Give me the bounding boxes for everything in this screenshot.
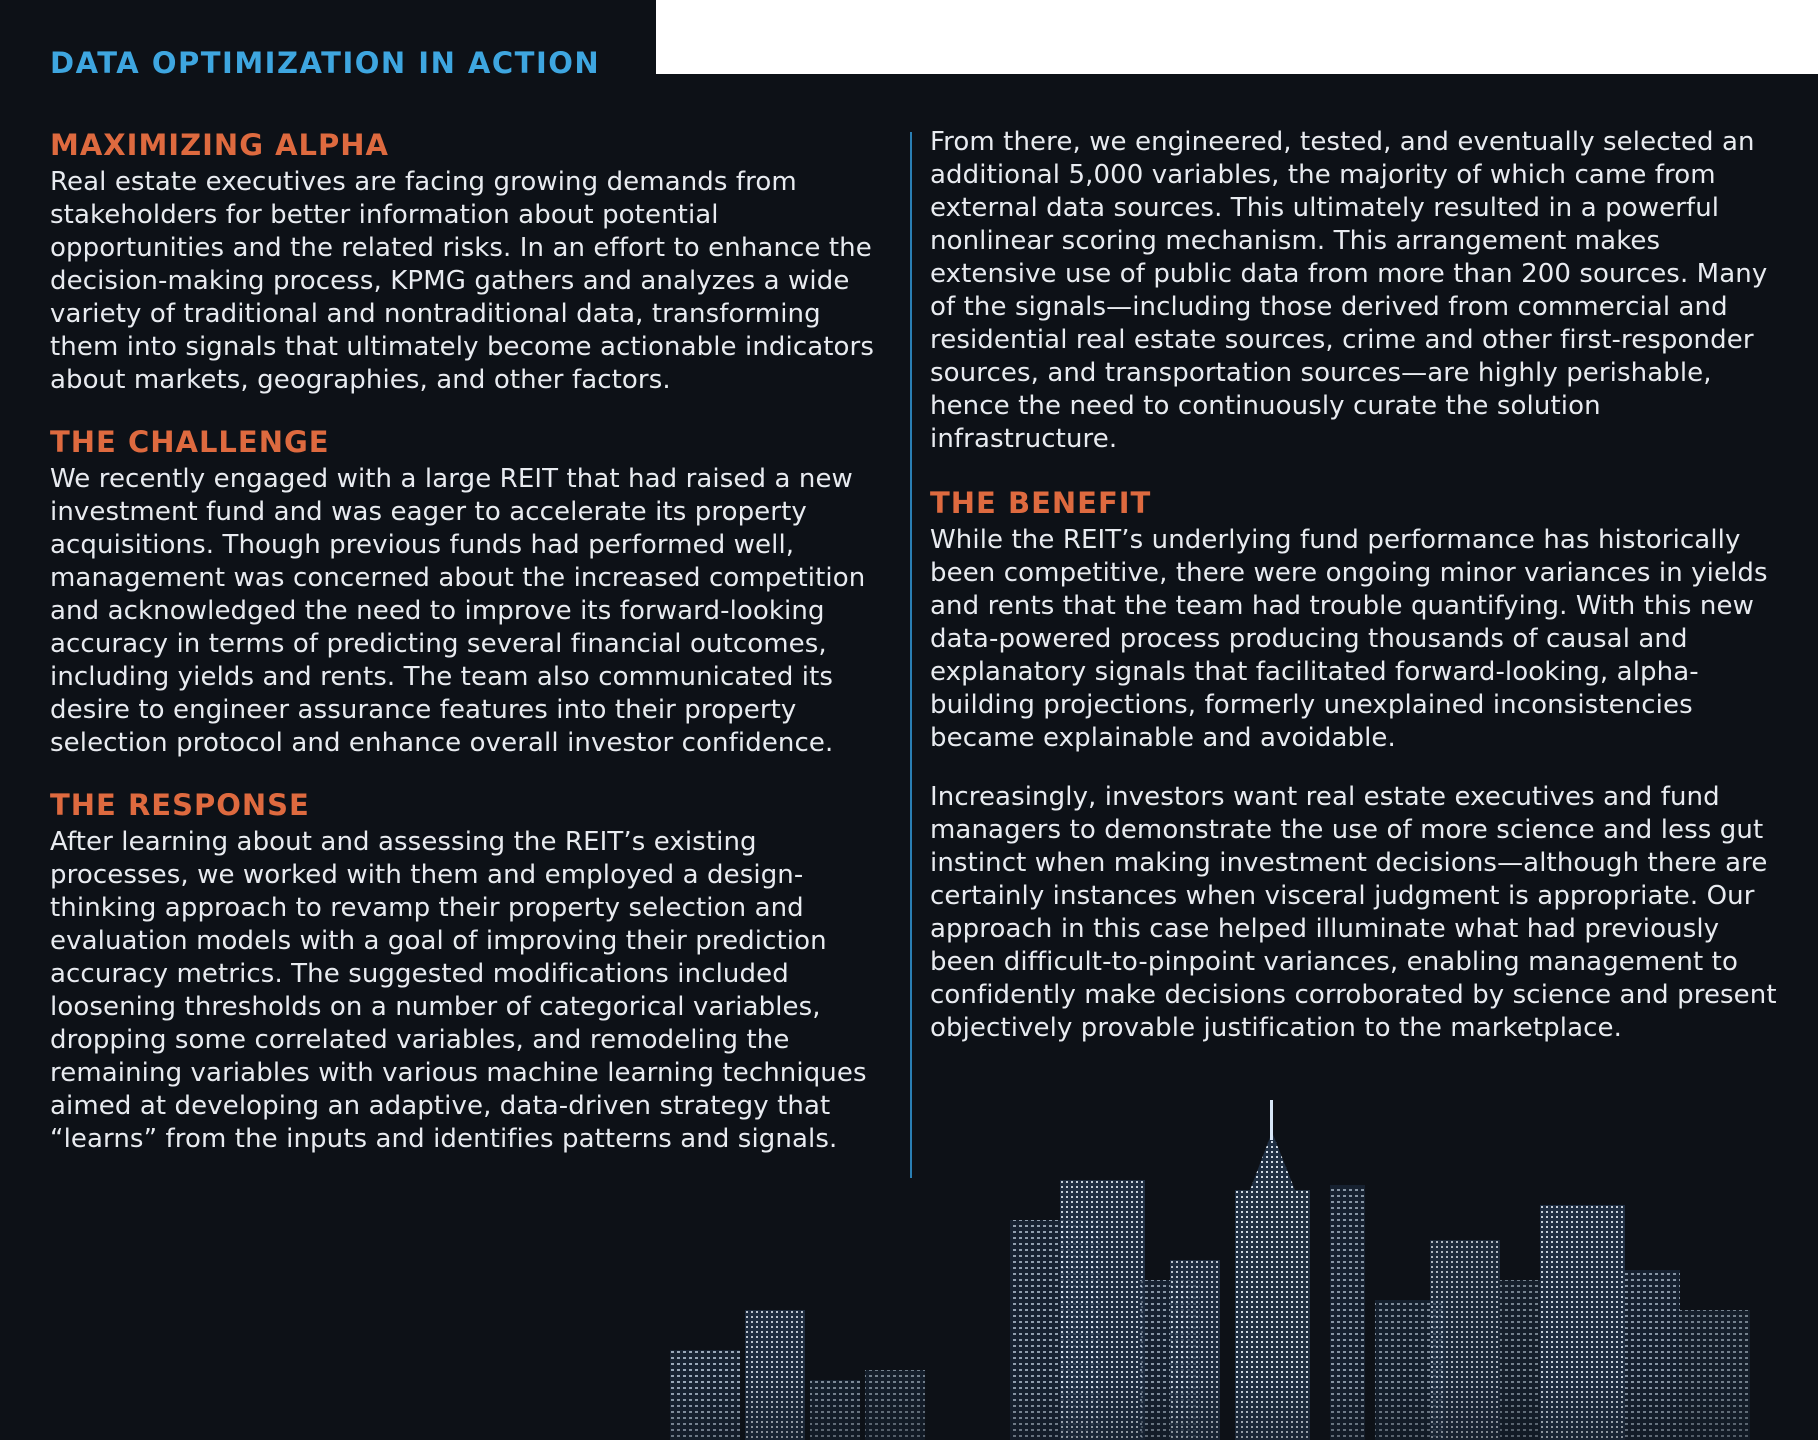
section-heading: MAXIMIZING ALPHA [50,128,389,162]
section-body: We recently engaged with a large REIT that had raised a new investment fund and was eager to accelerate its property acquisitions. Though previous funds had performed well, management was concerned about the increased competition and acknowledged the need to improve its forward-looking accuracy in terms of predicting several financial outcomes, including yields and rents. The team also communicated its desire to engineer assurance features into their property selection protocol and enhance overall investor confidence. [50,464,866,758]
section-body: Real estate executives are facing growing demands from stakeholders for better information about potential opportunities and the related risks. In an effort to enhance the decision-making process, KPMG gathers and analyzes a wide variety of traditional and nontraditional data, transforming them into signals that ultimately become actionable indicators about markets, geographies, and other factors. [50,167,874,395]
section-heading: THE RESPONSE [50,788,310,822]
section-body: Increasingly, investors want real estate executives and fund managers to demonstrate the use of more science and less gut instinct when making investment decisions—although there are certainly instances when visceral judgment is appropriate. Our approach in this case helped illuminate what had previously been difficult-to-pinpoint variances, enabling management to confidently make decisions corroborated by science and present objectively provable justification to the marketplace. [930,782,1777,1043]
section-body: While the REIT’s underlying fund performance has historically been competitive, there were ongoing minor variances in yields and rents that the team had trouble quantifying. With this new data-powered process producing thousands of causal and explanatory signals that facilitated forward-looking, alpha-building projections, formerly unexplained inconsistencies became explainable and avoidable. [930,525,1768,753]
page-banner: DATA OPTIMIZATION IN ACTION [50,46,601,80]
section-maximizing-alpha [50,126,890,397]
section-response-continued [930,126,1790,456]
left-column [50,126,890,1156]
top-white-band [656,0,1818,74]
column-divider [910,132,912,1178]
section-body: From there, we engineered, tested, and eventually selected an additional 5,000 variables, the majority of which came from external data sources. This ultimately resulted in a powerful nonlinear scoring mechanism. This arrangement makes extensive use of public data from more than 200 sources. Many of the signals—including those derived from commercial and residential real estate sources, crime and other first-responder sources, and transportation sources—are highly perishable, hence the need to continuously curate the solution infrastructure. [930,127,1768,454]
section-heading: THE BENEFIT [930,486,1152,520]
section-heading: THE CHALLENGE [50,425,330,459]
section-body: After learning about and assessing the REIT’s existing processes, we worked with them and employed a design-thinking approach to revamp their property selection and evaluation models with a goal of improving their prediction accuracy metrics. The suggested modifications included loosening thresholds on a number of categorical variables, dropping some correlated variables, and remodeling the remaining variables with various machine learning techniques aimed at developing an adaptive, data-driven strategy that “learns” from the inputs and identifies patterns and signals. [50,827,867,1154]
city-skyline-illustration [640,1080,1818,1440]
right-column [930,126,1790,1045]
section-challenge [50,423,890,760]
section-closing [930,781,1790,1045]
section-benefit [930,484,1790,755]
